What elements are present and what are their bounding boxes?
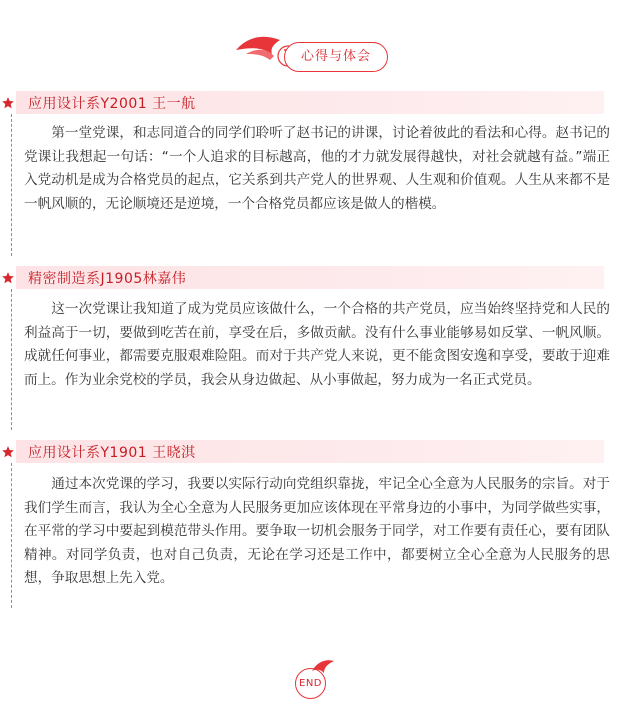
end-mark [286,657,342,701]
dashed-divider [11,289,12,430]
badge-title: 心得与体会 [284,42,388,72]
section-body: 这一次党课让我知道了成为党员应该做什么，一个合格的共产党员，应当始终坚持党和人民的利益高于一切，要做到吃苦在前，享受在后，多做贡献。没有什么事业能够易如反掌、一帆风顺。成就任何事业，都需要克服艰难险阻。而对于共产党人来说，更不能贪图安逸和享受，要敢于迎难而上。作为业余党校的学员，我会从身边做起、从小事做起，努力成为一名正式党员。 [24,301,610,388]
star-icon [1,445,15,459]
end-label: END [295,668,326,699]
star-icon [1,271,15,285]
section-title: 应用设计系Y2001 王一航 [28,96,196,112]
section-header-badge [234,30,394,74]
dashed-divider [11,114,12,256]
section-title: 精密制造系J1905林嘉伟 [28,271,187,287]
section-body: 通过本次党课的学习，我要以实际行动向党组织靠拢，牢记全心全意为人民服务的宗旨。对于我们学生而言，我认为全心全意为人民服务更加应该体现在平常身边的小事中，为同学做些实事，在平常的学习中要起到模范带头作用。要争取一切机会服务于同学，对工作要有责任心，要有团队精神。对同学负责，也对自己负责，无论在学习还是工作中，都要树立全心全意为人民服务的思想，争取思想上先入党。 [24,476,610,586]
section-body: 第一堂党课，和志同道合的同学们聆听了赵书记的讲课，讨论着彼此的看法和心得。赵书记的党课让我想起一句话：“一个人追求的目标越高，他的才力就发展得越快，对社会就越有益。”端正入党动机是成为合格党员的起点，它关系到共产党人的世界观、人生观和价值观。人生从来都不是一帆风顺的，无论顺境还是逆境，一个合格党员都应该是做人的楷模。 [24,125,610,212]
section-title: 应用设计系Y1901 王晓淇 [28,445,196,461]
section-title-bar [16,91,604,114]
section-title-bar [16,440,604,463]
dashed-divider [11,463,12,608]
star-icon [1,96,15,110]
section-title-bar [16,266,604,289]
